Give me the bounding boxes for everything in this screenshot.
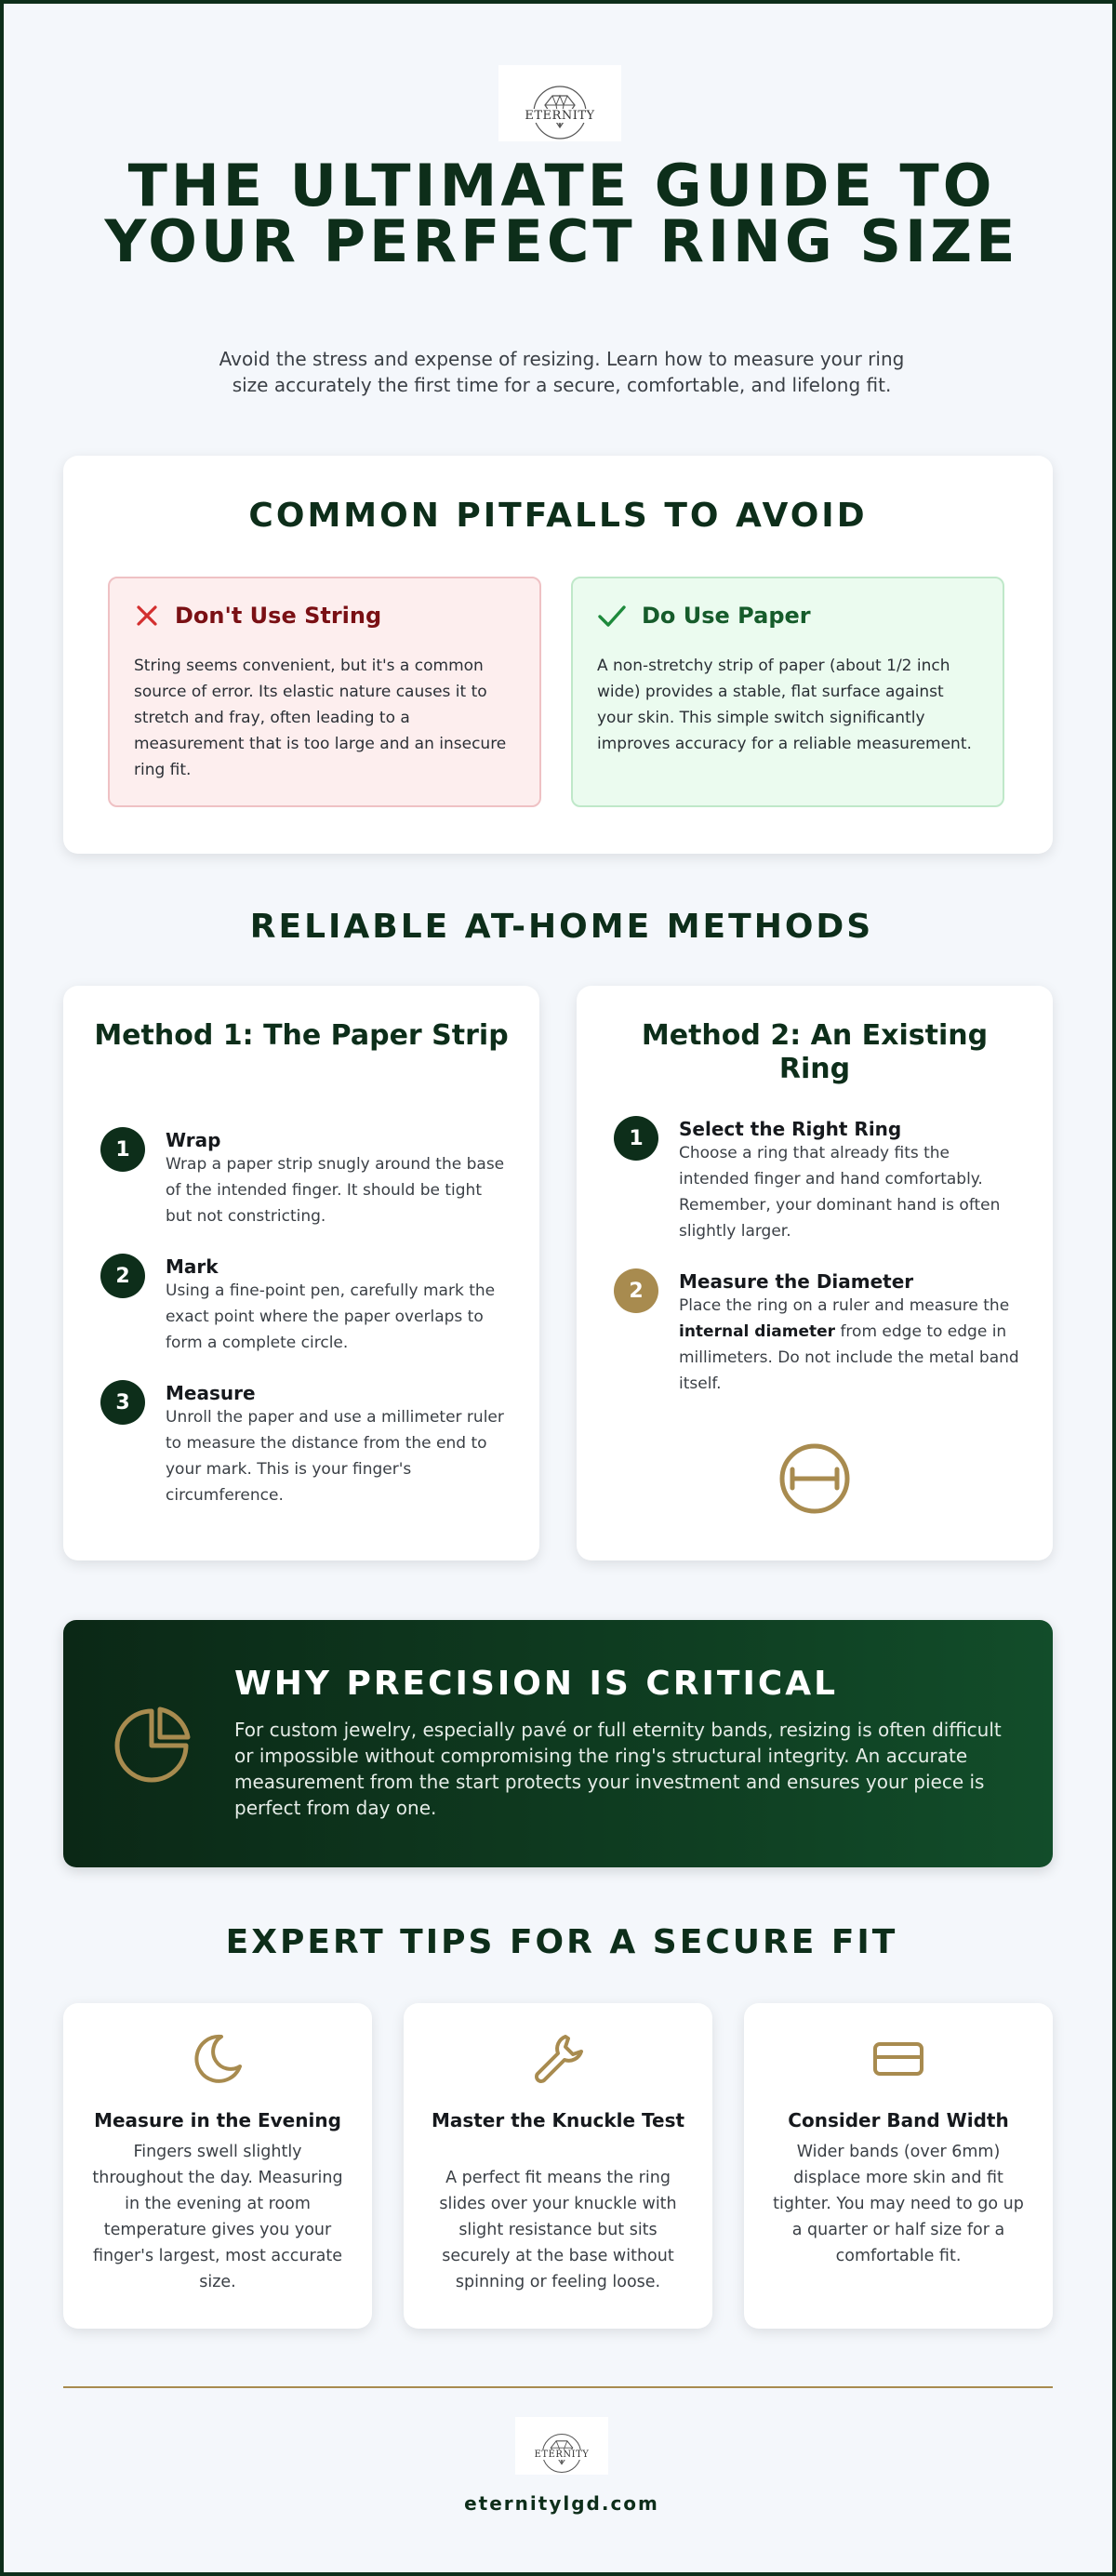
tip-card-knuckle xyxy=(404,2003,712,2329)
pitfall-dont-heading: Don't Use String xyxy=(175,603,382,629)
pitfall-dont-text: String seems convenient, but it's a common source of error. Its elastic nature causes it to stretch and fray, often leading to a measurement that is too large and an insecure ring fit. xyxy=(134,657,507,779)
tip-text: Wider bands (over 6mm) displace more skin and fit tighter. You may need to go up a quarter or half size for a comfortable fit. xyxy=(773,2143,1024,2265)
tips-title: EXPERT TIPS FOR A SECURE FIT xyxy=(225,1923,898,1961)
method2-step-1 xyxy=(614,1116,1019,1244)
tip-title: Measure in the Evening xyxy=(94,2109,341,2131)
step-number: 3 xyxy=(100,1380,145,1425)
pie-chart-icon xyxy=(110,1704,193,1787)
step-heading: Measure xyxy=(166,1382,256,1404)
page-subtitle: Avoid the stress and expense of resizing. Learn how to measure your ring size accurately the first time for a secure, comfortable, and lifelong fit. xyxy=(219,348,905,396)
page-title: THE ULTIMATE GUIDE TO YOUR PERFECT RING SIZE xyxy=(104,152,1019,275)
step-heading: Measure the Diameter xyxy=(679,1270,914,1293)
step-number: 2 xyxy=(100,1254,145,1298)
step-text: Using a fine-point pen, carefully mark the exact point where the paper overlaps to form a complete circle. xyxy=(166,1281,496,1352)
method2-step-2 xyxy=(614,1268,1019,1397)
tip-text: Fingers swell slightly throughout the day. Measuring in the evening at room temperature gives you your finger's largest, most accurate size. xyxy=(92,2143,343,2291)
method1-title: Method 1: The Paper Strip xyxy=(94,1019,509,1052)
precision-banner xyxy=(63,1620,1053,1867)
logo-text: ETERNITY xyxy=(525,108,595,123)
methods-title: RELIABLE AT-HOME METHODS xyxy=(249,908,874,946)
method2-card xyxy=(577,986,1053,1560)
band-icon xyxy=(870,2031,926,2087)
step-text: Unroll the paper and use a millimeter ruler to measure the distance from the end to your mark. This is your finger's circumference. xyxy=(166,1408,504,1505)
step-text: Place the ring on a ruler and measure the internal diameter from edge to edge in millimeters. Do not include the metal band itself. xyxy=(679,1296,1019,1393)
step-heading: Mark xyxy=(166,1255,219,1278)
pitfall-do-text: A non-stretchy strip of paper (about 1/2 inch wide) provides a stable, flat surface against your skin. This simple switch significantly improves accuracy for a reliable measurement. xyxy=(597,657,972,753)
pitfall-do-box xyxy=(571,577,1004,807)
pitfalls-title: COMMON PITFALLS TO AVOID xyxy=(248,497,868,535)
brand-logo[interactable] xyxy=(498,65,621,141)
pitfall-dont-box xyxy=(108,577,541,807)
precision-text: For custom jewelry, especially pavé or full eternity bands, resizing is often difficult or impossible without compromising the ring's structural integrity. An accurate measurement from the start protects your investment and ensures your piece is perfect from day one. xyxy=(234,1719,1002,1819)
step-heading: Wrap xyxy=(166,1129,221,1151)
footer-website-link[interactable]: eternitylgd.com xyxy=(464,2492,659,2515)
footer-divider xyxy=(63,2386,1053,2388)
pitfalls-card xyxy=(63,456,1053,854)
method1-card xyxy=(63,986,539,1560)
pitfall-do-heading: Do Use Paper xyxy=(642,603,811,629)
tip-card-evening xyxy=(63,2003,372,2329)
ring-diameter-icon xyxy=(777,1441,852,1516)
check-icon xyxy=(597,603,627,629)
step-text: Wrap a paper strip snugly around the base of the intended finger. It should be tight but not constricting. xyxy=(166,1155,505,1226)
wrench-icon xyxy=(530,2031,586,2087)
tip-text: A perfect fit means the ring slides over your knuckle with slight resistance but sits securely at the base without spinning or feeling loose. xyxy=(439,2169,677,2291)
tip-card-band-width xyxy=(744,2003,1053,2329)
step-text: Choose a ring that already fits the intended finger and hand comfortably. Remember, your dominant hand is often slightly larger. xyxy=(679,1144,1001,1241)
step-heading: Select the Right Ring xyxy=(679,1118,902,1140)
step-number: 1 xyxy=(100,1127,145,1172)
x-icon xyxy=(134,603,160,629)
footer-logo[interactable] xyxy=(515,2417,608,2475)
method1-step-1 xyxy=(100,1127,506,1229)
tip-title: Consider Band Width xyxy=(788,2109,1009,2131)
tip-title: Master the Knuckle Test xyxy=(431,2109,685,2131)
moon-icon xyxy=(190,2031,246,2087)
step-number: 1 xyxy=(614,1116,658,1161)
method2-title: Method 2: An Existing Ring xyxy=(641,1019,989,1085)
step-number: 2 xyxy=(614,1268,658,1313)
logo-text: ETERNITY xyxy=(534,2449,590,2460)
precision-title: WHY PRECISION IS CRITICAL xyxy=(234,1665,839,1703)
method1-step-2 xyxy=(100,1254,506,1356)
method1-step-3 xyxy=(100,1380,506,1508)
